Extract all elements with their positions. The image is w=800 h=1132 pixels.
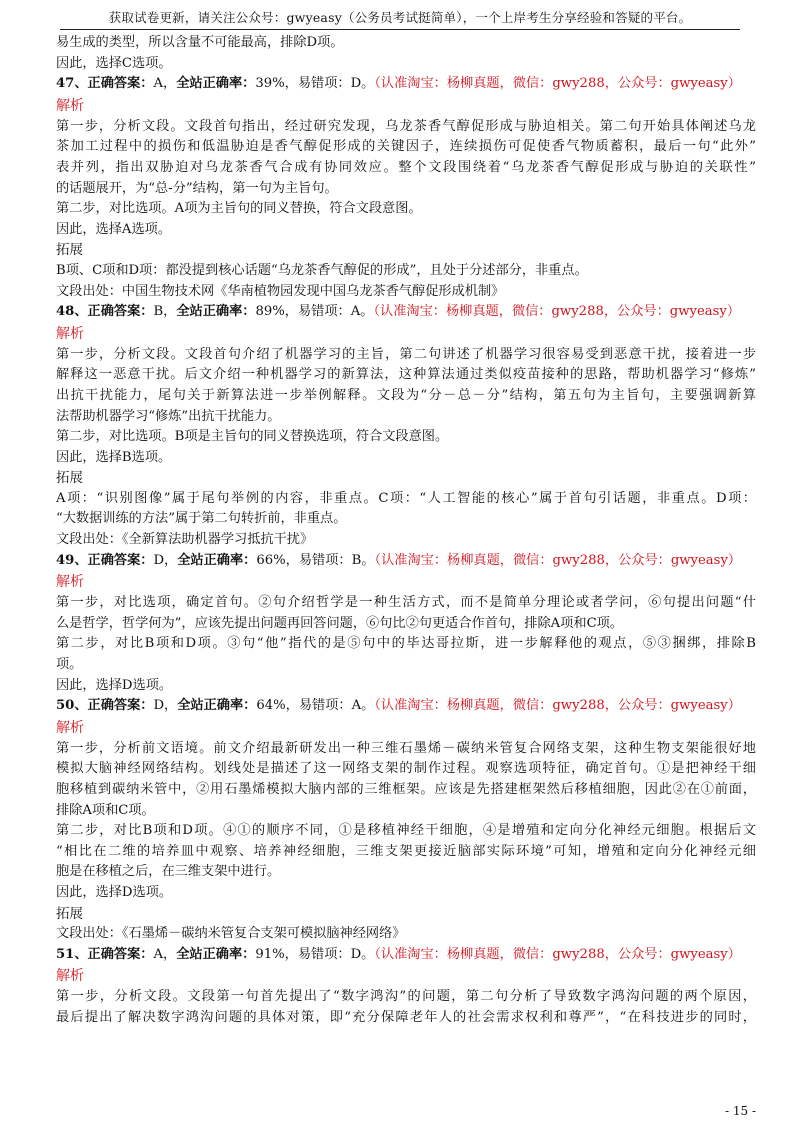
text-line: 因此，选择B选项。 [56, 449, 172, 465]
text-line: 第二步，对比B项和D项。③句“他”指代的是⑤句中的毕达哥拉斯，进一步解释他的观点，⑤③捆绑，排除B [56, 636, 756, 652]
text-line: B项、C项和D项：都没提到核心话题“乌龙茶香气醇促的形成”，且处于分述部分，非重点。 [56, 262, 588, 278]
text-line: 因此，选择C选项。 [56, 55, 172, 71]
rate-label: 全站正确率： [177, 552, 257, 568]
text-line: 茶加工过程中的损伤和低温胁迫是香气醇促形成的关键因子，连续损伤可促使香气物质蓄积，最后一句“此外” [56, 139, 756, 155]
answer-line-q50 [56, 696, 756, 717]
rate-value: 89%，易错项：A。 [255, 304, 374, 320]
promo-text: （认准淘宝：杨柳真题，微信：gwy288，公众号：gwyeasy） [374, 946, 741, 962]
page-number: - 15 - [724, 1104, 756, 1118]
answer-value: D， [153, 552, 178, 568]
answer-prefix: 50、正确答案： [56, 698, 154, 714]
text-line: 项。 [56, 657, 83, 673]
rate-label: 全站正确率： [176, 76, 256, 92]
extension-heading: 拓展 [56, 905, 83, 922]
text-line: 解释这一恶意干扰。后文介绍一种机器学习的新算法，这种算法通过类似疫苗接种的思路，帮助机器学习“修炼” [56, 367, 756, 383]
text-line: 第二步，对比B项和D项。④①的顺序不同，①是移植神经干细胞，④是增殖和定向分化神经元细胞。根据后文 [56, 823, 756, 839]
rate-value: 91%，易错项：D。 [255, 946, 375, 962]
rate-value: 64%，易错项：A。 [256, 698, 375, 714]
text-line: 的话题展开，为“总-分”结构，第一句为主旨句。 [56, 180, 338, 196]
text-line: 第一步，分析文段。文段第一句首先提出了“数字鸿沟”的问题，第二句分析了导致数字鸿沟问题的两个原因， [56, 989, 756, 1005]
source-line: 文段出处：《全新算法助机器学习抵抗干扰》 [56, 532, 314, 548]
answer-line-q49 [56, 551, 756, 572]
extension-heading: 拓展 [56, 470, 83, 487]
answer-prefix: 47、正确答案： [56, 76, 154, 92]
promo-text: （认准淘宝：杨柳真题，微信：gwy288，公众号：gwyeasy） [374, 698, 741, 714]
text-line: 第二步，对比选项。B项是主旨句的同义替换选项，符合文段意图。 [56, 429, 449, 445]
text-line: 模拟大脑神经网络结构。划线处是描述了这一网络支架的制作过程。观察选项特征，确定首句。①是把神经干细 [56, 761, 756, 777]
answer-value: B， [153, 304, 177, 320]
text-line: 最后提出了解决数字鸿沟问题的具体对策，即“充分保障老年人的社会需求权利和尊严”，“在科技进步的同时， [56, 1009, 756, 1025]
text-line: 因此，选择D选项。 [56, 884, 173, 900]
rate-label: 全站正确率： [177, 698, 257, 714]
answer-value: A， [153, 76, 177, 92]
source-line: 文段出处：中国生物技术网《华南植物园发现中国乌龙茶香气醇促形成机制》 [56, 283, 505, 299]
text-line: 第一步，分析前文语境。前文介绍最新研发出一种三维石墨烯－碳纳米管复合网络支架，这种生物支架能很好地 [56, 740, 756, 756]
text-line: 因此，选择A选项。 [56, 221, 172, 237]
document-content [56, 33, 756, 1029]
analysis-heading: 解析 [56, 719, 84, 736]
rate-label: 全站正确率： [176, 304, 256, 320]
answer-line-q48 [56, 302, 756, 323]
text-line: 第一步，分析文段。文段首句介绍了机器学习的主旨，第二句讲述了机器学习很容易受到恶意干扰，接着进一步 [56, 346, 756, 362]
answer-line-q51 [56, 945, 756, 966]
promo-text: （认准淘宝：杨柳真题，微信：gwy288，公众号：gwyeasy） [374, 76, 741, 92]
analysis-heading: 解析 [56, 97, 84, 114]
rate-value: 39%，易错项：D。 [255, 76, 375, 92]
answer-value: D， [153, 698, 178, 714]
text-line: 第二步，对比选项。A项为主旨句的同义替换，符合文段意图。 [56, 201, 422, 217]
answer-value: A， [153, 946, 177, 962]
text-line: “大数据训练的方法”属于第二句转折前，非重点。 [56, 511, 347, 527]
analysis-heading: 解析 [56, 325, 84, 342]
intro-block [56, 33, 756, 74]
analysis-heading: 解析 [56, 574, 84, 591]
extension-heading: 拓展 [56, 242, 83, 259]
text-line: 法帮助机器学习“修炼”出抗干扰能力。 [56, 408, 281, 424]
text-line: 出抗干扰能力，尾句关于新算法进一步举例解释。文段为“分－总－分”结构，第五句为主旨句，主要强调新算 [56, 387, 756, 403]
answer-prefix: 51、正确答案： [56, 946, 154, 962]
text-line: 排除A项和C项。 [56, 802, 155, 818]
text-line: “相比在二维的培养皿中观察、培养神经细胞，三维支架更接近脑部实际环境”可知，增殖和定向分化神经元细 [56, 843, 756, 859]
rate-value: 66%，易错项：B。 [256, 552, 375, 568]
text-line: 胞是在移植之后，在三维支架中进行。 [56, 864, 281, 880]
answer-prefix: 48、正确答案： [56, 304, 154, 320]
text-line: 么是哲学，哲学何为”，应该先提出问题再回答问题，⑥句比②句更适合作首句，排除A项和C项。 [56, 615, 624, 631]
source-line: 文段出处：《石墨烯－碳纳米管复合支架可模拟脑神经网络》 [56, 926, 406, 942]
text-line: 第一步，对比选项，确定首句。②句介绍哲学是一种生活方式，而不是简单分理论或者学问，⑥句提出问题“什 [56, 595, 756, 611]
promo-text: （认准淘宝：杨柳真题，微信：gwy288，公众号：gwyeasy） [374, 552, 742, 568]
rate-label: 全站正确率： [176, 946, 256, 962]
answer-line-q47 [56, 74, 756, 95]
text-line: 表并列，指出双胁迫对乌龙茶香气合成有协同效应。整个文段围绕着“乌龙茶香气醇促形成与胁迫的关联性” [56, 159, 756, 175]
text-line: 易生成的类型，所以含量不可能最高，排除D项。 [56, 35, 344, 50]
page-header: 获取试卷更新，请关注公众号：gwyeasy（公务员考试挺简单），一个上岸考生分享经验和答疑的平台。 [60, 8, 740, 30]
promo-text: （认准淘宝：杨柳真题，微信：gwy288，公众号：gwyeasy） [373, 304, 741, 320]
text-line: 因此，选择D选项。 [56, 677, 173, 693]
text-line: A项：“识别图像”属于尾句举例的内容，非重点。C项：“人工智能的核心”属于首句引话题，非重点。D项： [56, 490, 756, 506]
text-line: 胞移植到碳纳米管中，②用石墨烯模拟大脑内部的三维框架。应该是先搭建框架然后移植细胞，因此②在①前面， [56, 782, 756, 797]
answer-prefix: 49、正确答案： [56, 552, 154, 568]
analysis-heading: 解析 [56, 968, 84, 985]
text-line: 第一步，分析文段。文段首句指出，经过研究发现，乌龙茶香气醇促形成与胁迫相关。第二句开始具体阐述乌龙 [56, 118, 756, 134]
